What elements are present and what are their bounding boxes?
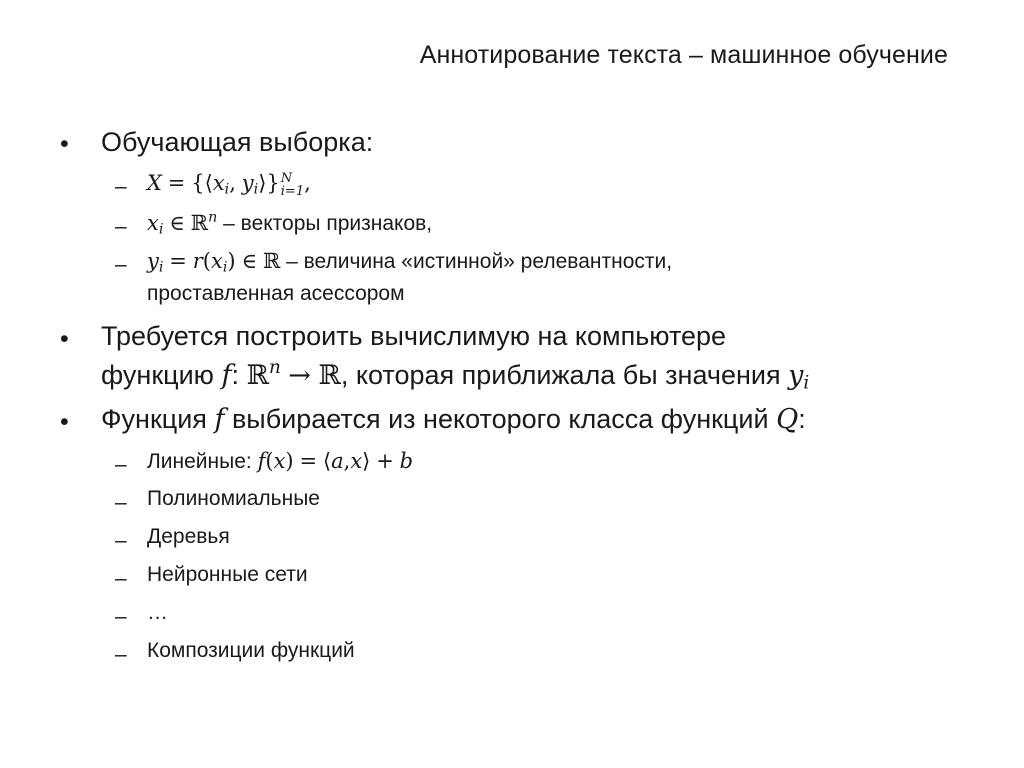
- sub-1-3-marker: –: [115, 253, 127, 276]
- sub-3-5-marker: –: [115, 605, 127, 628]
- sub-3-6-marker: –: [115, 643, 127, 666]
- list-item-polynomial: Полиномиальные: [147, 487, 320, 510]
- formula-xi-features: $x_i$ ∈ ℝ$^n$ – векторы признаков,: [147, 209, 433, 238]
- bullet-2-line-2: функцию f: ℝ$^n$ → ℝ, которая приближала бы значения $y_i$: [101, 356, 810, 394]
- formula-yi-relevance: $y_i = r(x_i)$ ∈ ℝ – величина «истинной» релевантности,: [147, 249, 673, 276]
- bullet-1-marker: •: [60, 130, 69, 158]
- sub-3-2-marker: –: [115, 491, 127, 514]
- list-item-neural-nets: Нейронные сети: [147, 563, 308, 586]
- formula-linear: Линейные: f(x) = ⟨a,x⟩ + b: [147, 449, 414, 473]
- formula-yi-continuation: проставленная асессором: [147, 282, 405, 305]
- bullet-2-marker: •: [60, 325, 69, 353]
- slide-title: Аннотирование текста – машинное обучение: [419, 41, 948, 69]
- list-item-compositions: Композиции функций: [147, 639, 355, 662]
- bullet-3-marker: •: [60, 408, 69, 436]
- list-item-trees: Деревья: [147, 525, 230, 548]
- sub-3-4-marker: –: [115, 567, 127, 590]
- sub-1-2-marker: –: [115, 215, 127, 238]
- sub-3-3-marker: –: [115, 529, 127, 552]
- list-item-ellipsis: …: [147, 601, 168, 624]
- bullet-1-text: Обучающая выборка:: [101, 127, 374, 157]
- bullet-3-text: Функция f выбирается из некоторого класса функций Q:: [101, 404, 806, 435]
- sub-1-1-marker: –: [115, 175, 127, 198]
- bullet-2-line-1: Требуется построить вычислимую на компьютере: [101, 321, 727, 351]
- formula-x-set: $X = \{⟨x_i$, $y_i⟩$} N i=1 ,: [147, 171, 311, 199]
- sub-3-1-marker: –: [115, 453, 127, 476]
